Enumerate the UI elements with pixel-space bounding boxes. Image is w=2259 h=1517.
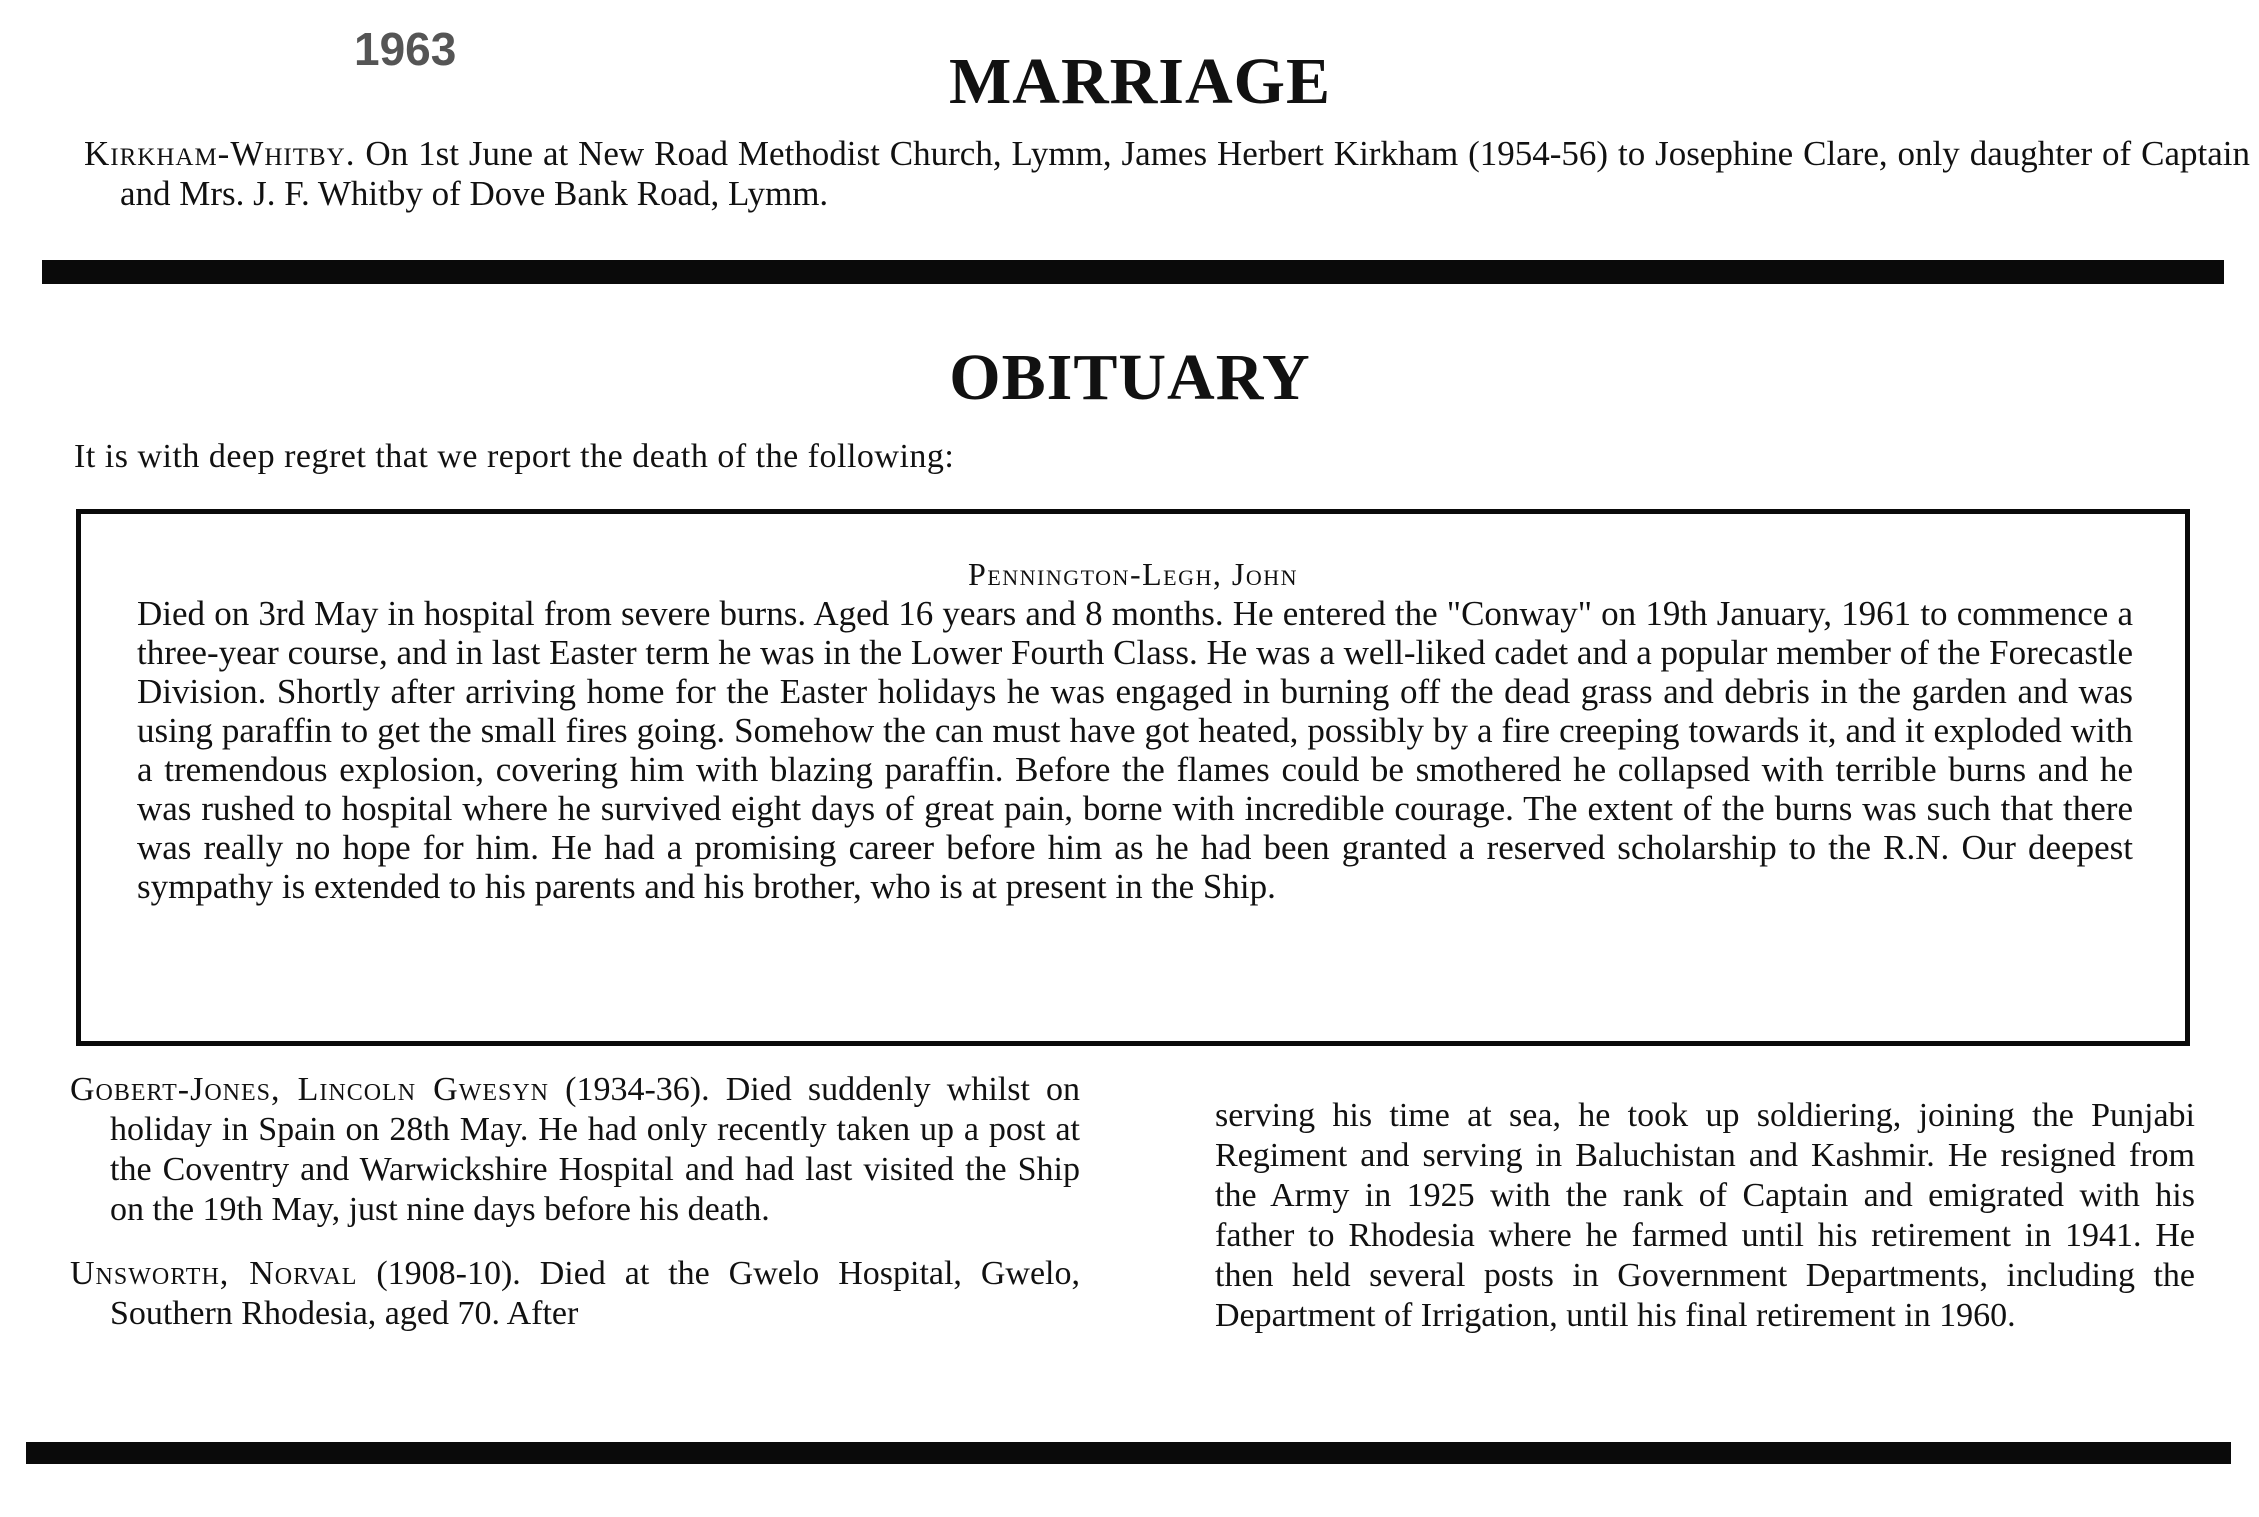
obituary-column-right (1215, 1096, 2195, 1360)
featured-obituary-name: Pennington-Legh, John (968, 556, 1298, 592)
section-divider-top (42, 260, 2224, 284)
obituary-entry-name: Gobert-Jones, Lincoln Gwesyn (70, 1071, 550, 1108)
marriage-notice (84, 134, 2250, 214)
obituary-column-left (70, 1070, 1080, 1358)
obituary-entry-text: (1934-36). Died suddenly whilst on holiday in Spain on 28th May. He had only recently taken up a post at the Coventry and Warwickshire Hospital and had last visited the Ship on the 19th May, just nine days before his death. (110, 1071, 1081, 1228)
obituary-entry-unsworth (70, 1254, 1080, 1334)
featured-obituary-box (76, 509, 2190, 1046)
marriage-names: Kirkham-Whitby. (84, 134, 356, 173)
obituary-heading: OBITUARY (949, 341, 1311, 414)
section-divider-bottom (26, 1442, 2231, 1464)
obituary-entry-text: (1908-10). Died at the Gwelo Hospital, Gwelo, Southern Rhodesia, aged 70. After (110, 1255, 1080, 1332)
obituary-intro: It is with deep regret that we report the death of the following: (74, 438, 955, 475)
featured-obituary-text: Died on 3rd May in hospital from severe burns. Aged 16 years and 8 months. He entered the "Conway" on 19th January, 1961 to commence a three-year course, and in last Easter term he was in the Lower Fourth Class. He was a well-liked cadet and a popular member of the Forecastle Division. Shortly after arriving home for the Easter holidays he was engaged in burning off the dead grass and debris in the garden and was using paraffin to get the small fires going. Somehow the can must have got heated, possibly by a fire creeping towards it, and it exploded with a tremendous explosion, covering him with blazing paraffin. Before the flames could be smothered he collapsed with terrible burns and he was rushed to hospital where he survived eight days of great pain, borne with incredible courage. The extent of the burns was such that there was really no hope for him. He had a promising career before him as he had been granted a reserved scholarship to the R.N. Our deepest sympathy is extended to his parents and his brother, who is at present in the Ship. (137, 594, 2133, 906)
marriage-notice-text: On 1st June at New Road Methodist Church, Lymm, James Herbert Kirkham (1954-56) to Josephine Clare, only daughter of Captain and Mrs. J. F. Whitby of Dove Bank Road, Lymm. (120, 134, 2250, 213)
obituary-entry-name: Unsworth, Norval (70, 1255, 358, 1292)
obituary-entry-continuation: serving his time at sea, he took up soldiering, joining the Punjabi Regiment and serving in Baluchistan and Kashmir. He resigned from the Army in 1925 with the rank of Captain and emigrated with his father to Rhodesia where he farmed until his retirement in 1941. He then held several posts in Government Departments, including the Department of Irrigation, until his final retirement in 1960. (1215, 1097, 2195, 1334)
obituary-entry-gobert-jones (70, 1070, 1080, 1230)
year-label: 1963 (354, 23, 457, 75)
marriage-heading: MARRIAGE (949, 45, 1331, 118)
